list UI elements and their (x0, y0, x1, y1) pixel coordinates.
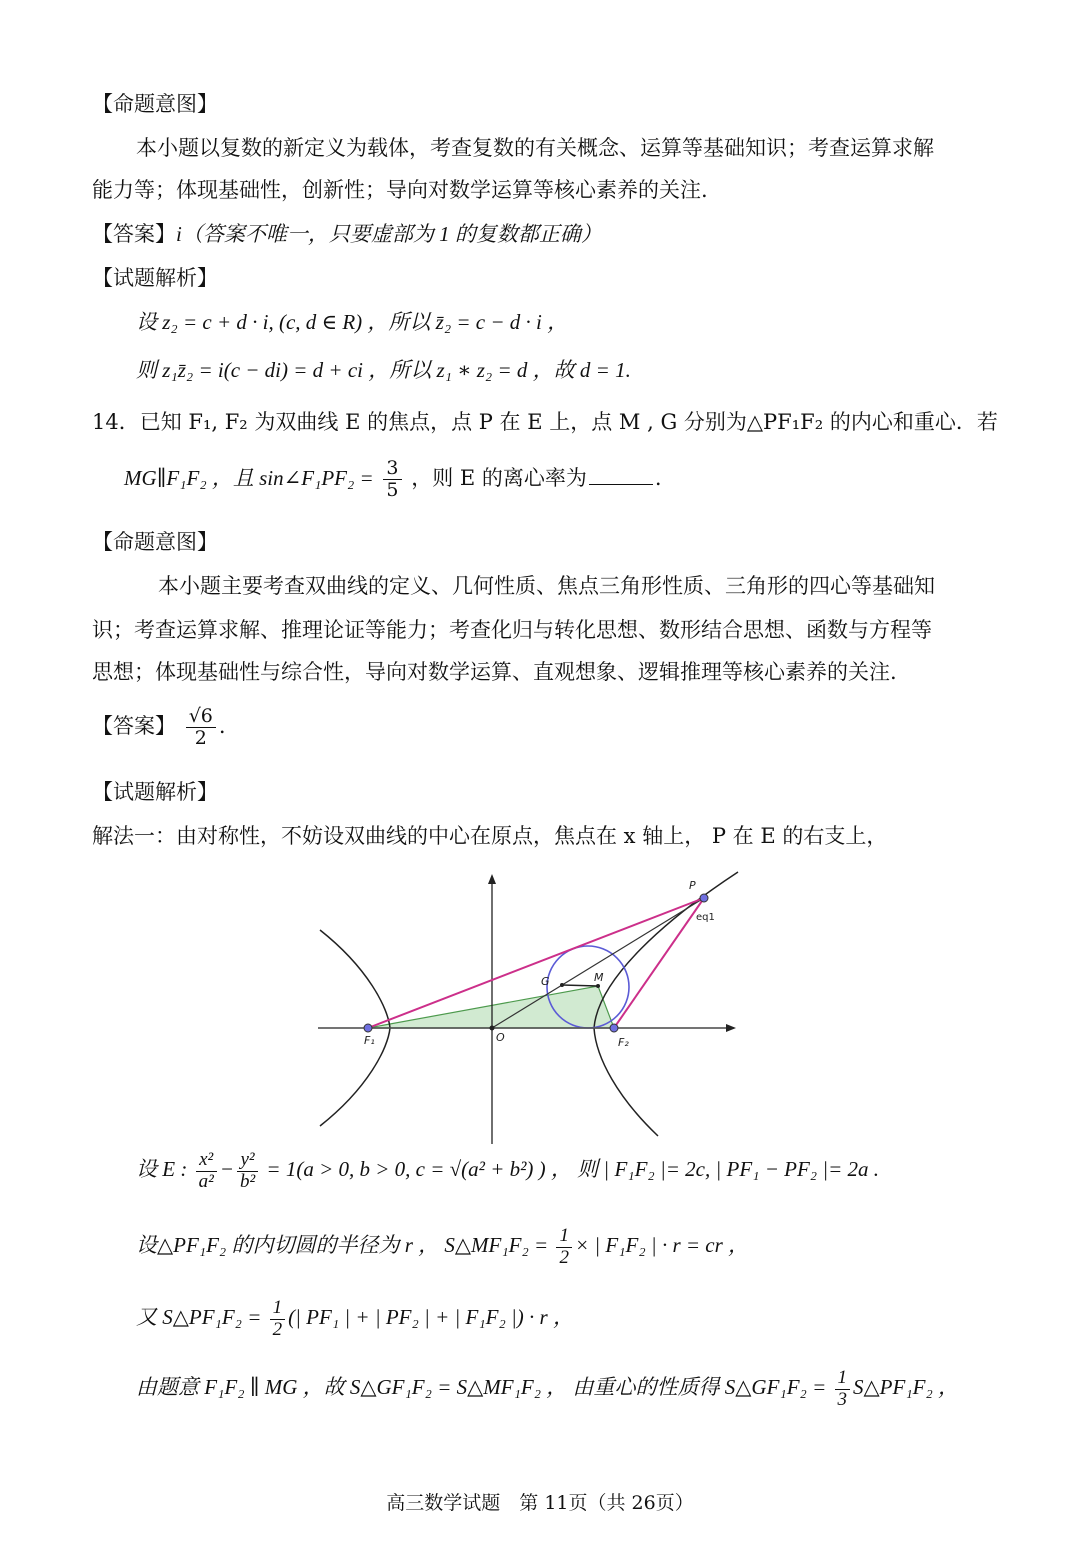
intent-header-14: 【命题意图】 (92, 530, 218, 554)
label-G: G (541, 975, 550, 988)
solution-13-line2: 则 z₁z̄₂ = i(c − di) = d + ci ，所以 z₁ ∗ z₂ = d ，故 d = 1. (136, 358, 631, 382)
equation-4: 由题意 F₁F₂ ∥ MG ，故 S△GF₁F₂ = S△MF₁F₂ ， 由重心的性质得 S△GF₁F₂ = $\frac{1}{3}$ S△PF₁F₂ ， (136, 1367, 959, 1410)
point-F1 (364, 1024, 372, 1032)
intent-text-14-line2: 识；考查运算求解、推理论证等能力；考查化归与转化思想、数形结合思想、函数与方程等 (92, 618, 932, 642)
label-O: O (496, 1031, 505, 1044)
label-P: P (689, 879, 696, 892)
x-axis-arrow (726, 1024, 736, 1032)
intent-header-13: 【命题意图】 (92, 92, 218, 116)
equation-1: 设 E : $\frac{\text{x²}}{\text{a²}}$ − $\frac{\text{y²}}{\text{b²}}$ = 1(a > 0, b > 0, c = √(a² + b²) ) ， 则 | F₁F₂ |= 2c, | PF₁ − PF₂ |= 2a . (136, 1149, 880, 1192)
q14-ask: ，则 E 的离心率为 (411, 465, 587, 490)
point-P (700, 894, 708, 902)
label-eq1: eq1 (696, 912, 715, 923)
y-axis-arrow (488, 874, 496, 884)
analysis-header-14: 【试题解析】 (92, 780, 218, 804)
intent-text-14-line3: 思想；体现基础性与综合性，导向对数学运算、直观想象、逻辑推理等核心素养的关注. (92, 660, 897, 684)
intent-text-14-line1: 本小题主要考查双曲线的定义、几何性质、焦点三角形性质、三角形的四心等基础知 (158, 574, 935, 598)
equation-3: 又 S△PF₁F₂ = $\frac{1}{2}$ (| PF₁ | + | PF₂ | + | F₁F₂ |) · r ， (136, 1297, 574, 1340)
method-one: 解法一：由对称性，不妨设双曲线的中心在原点，焦点在 x 轴上， P 在 E 的右支上， (92, 824, 888, 848)
point-O (490, 1026, 495, 1031)
hyperbola-figure (318, 868, 748, 1144)
answer-14: 【答案】 $\frac{√6}{2}$ . (92, 705, 226, 749)
equation-2: 设△PF₁F₂ 的内切圆的半径为 r ， S△MF₁F₂ = $\frac{1}{2}$ × | F₁F₂ | · r = cr ， (136, 1225, 750, 1268)
question-14-line2: MG∥F₁F₂ ，且 sin∠F₁PF₂ = $\frac{3}{5}$ ，则 E 的离心率为 . (124, 457, 662, 501)
analysis-header-13: 【试题解析】 (92, 266, 218, 290)
solution-13-line1: 设 z₂ = c + d · i, (c, d ∈ R) ，所以 z̄₂ = c − d · i ， (136, 310, 569, 334)
q14-cond: MG∥F₁F₂ ，且 sin∠F₁PF₂ = (124, 465, 374, 490)
answer-blank (589, 468, 653, 485)
hyperbola-right-branch (594, 872, 738, 1136)
intent-text-13-line1: 本小题以复数的新定义为载体，考查复数的有关概念、运算等基础知识；考查运算求解 (136, 136, 934, 160)
answer-label: 【答案】 (92, 222, 176, 246)
question-14-line1: 14．已知 F₁, F₂ 为双曲线 E 的焦点，点 P 在 E 上，点 M , G 分别为△PF₁F₂ 的内心和重心．若 (92, 410, 998, 434)
answer-text: i（答案不唯一，只要虚部为 1 的复数都正确） (176, 222, 602, 246)
page-footer: 高三数学试题 第 11页（共 26页） (386, 1492, 694, 1514)
intent-text-13-line2: 能力等；体现基础性，创新性；导向对数学运算等核心素养的关注. (92, 178, 708, 202)
green-triangle (368, 986, 614, 1028)
segment-G-M (562, 985, 598, 986)
answer-13 (92, 222, 602, 247)
point-F2 (610, 1024, 618, 1032)
answer-label: 【答案】 (92, 713, 176, 738)
q14-fraction: $\frac{3}{5}$ (383, 458, 401, 501)
point-M (596, 984, 600, 988)
label-M: M (594, 971, 604, 984)
label-F2: F₂ (618, 1036, 629, 1049)
answer-fraction: $\frac{√6}{2}$ (186, 706, 216, 749)
label-F1: F₁ (364, 1034, 375, 1047)
point-G (560, 983, 564, 987)
